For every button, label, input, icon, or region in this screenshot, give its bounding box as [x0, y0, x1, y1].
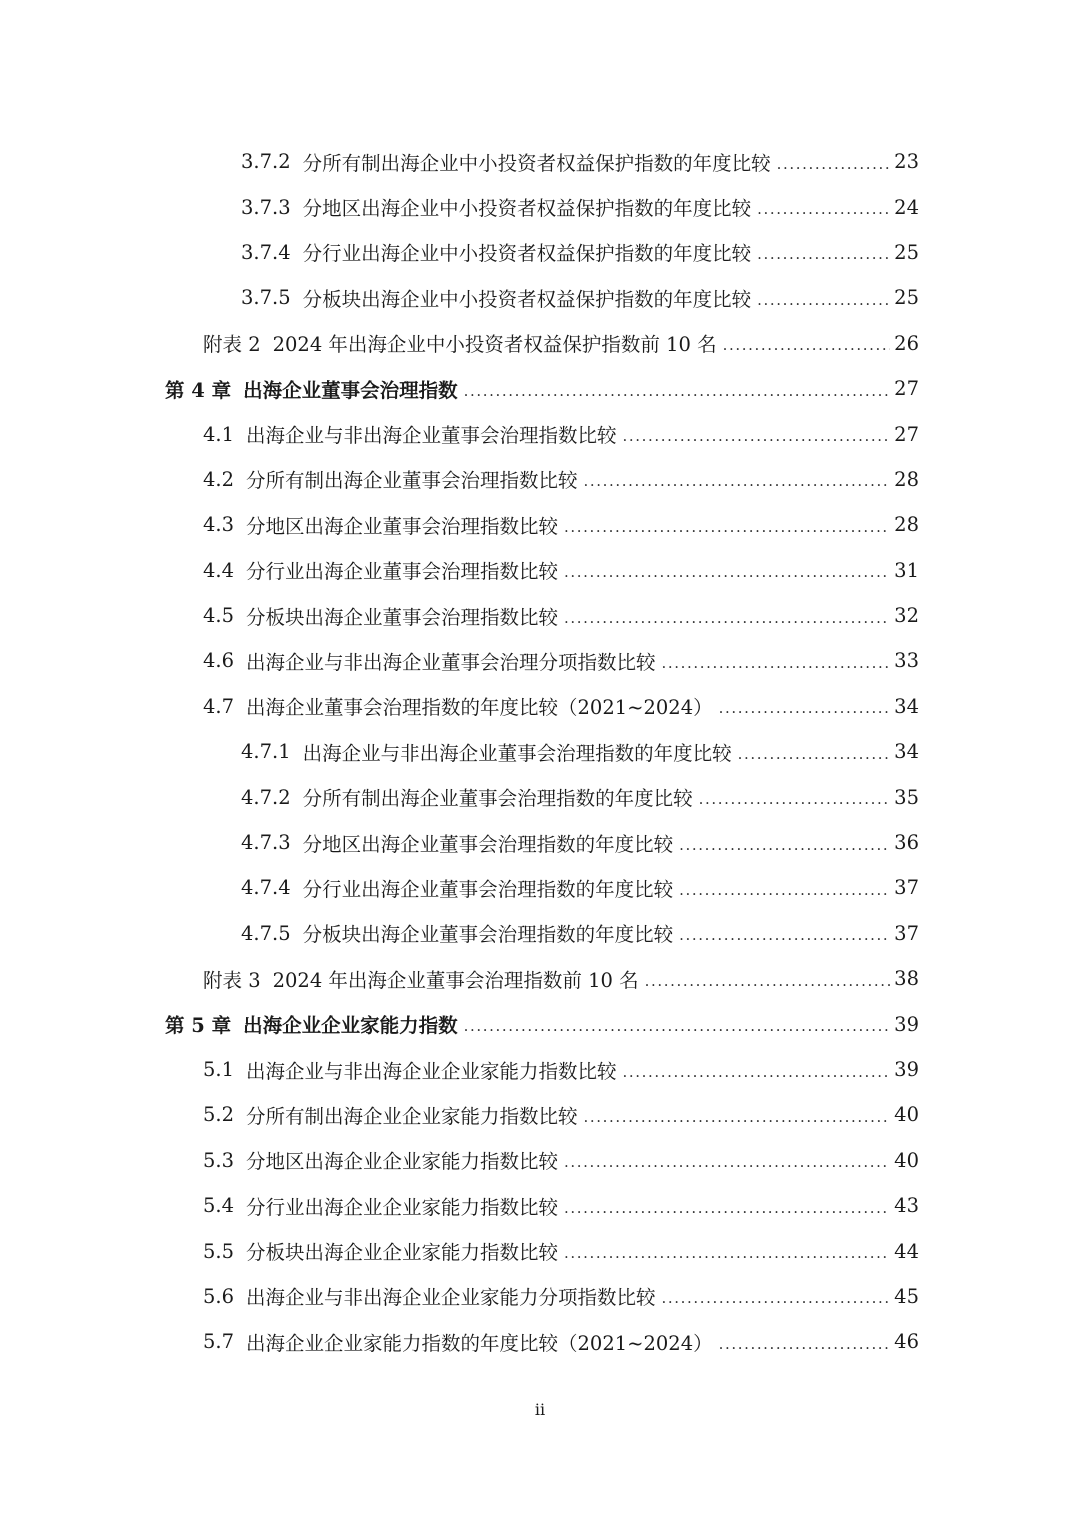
toc-entry-number: 3.7.3 [241, 195, 291, 219]
dot-leader [584, 1108, 891, 1126]
dot-leader [738, 745, 891, 763]
toc-entry-section[interactable] [0, 1092, 1080, 1137]
toc-entry-title: 出海企业与非出海企业董事会治理指数的年度比较 [302, 741, 732, 765]
toc-entry-page-number: 36 [894, 831, 919, 855]
toc-entry-number: 5.4 [203, 1194, 235, 1218]
dot-leader [757, 200, 890, 218]
dot-leader [623, 1063, 891, 1081]
toc-entry-number: 5.7 [203, 1330, 235, 1354]
toc-entry-page-number: 26 [894, 331, 919, 355]
toc-entry-section[interactable] [0, 1319, 1080, 1364]
dot-leader [679, 926, 890, 944]
toc-entry-number: 4.7.3 [241, 831, 291, 855]
toc-entry-section[interactable] [0, 502, 1080, 547]
toc-entry-sub[interactable] [0, 911, 1080, 956]
toc-entry-page-number: 46 [894, 1330, 919, 1354]
dot-leader [679, 881, 890, 899]
toc-entry-number: 4.2 [203, 467, 235, 491]
toc-entry-sub[interactable] [0, 139, 1080, 184]
toc-entry-number: 4.7.5 [241, 921, 291, 945]
toc-entry-page-number: 25 [894, 240, 919, 264]
toc-entry-title: 2024 年出海企业董事会治理指数前 10 名 [272, 968, 639, 992]
page-number: ii [534, 1400, 546, 1419]
dot-leader [777, 155, 891, 173]
toc-entry-sub[interactable] [0, 865, 1080, 910]
toc-entry-page-number: 34 [894, 740, 919, 764]
toc-entry-title: 分所有制出海企业董事会治理指数的年度比较 [302, 787, 693, 811]
toc-entry-title: 分行业出海企业企业家能力指数比较 [246, 1195, 559, 1219]
toc-entry-sub[interactable] [0, 184, 1080, 229]
toc-entry-number: 4.7.4 [241, 876, 291, 900]
dot-leader [662, 1289, 891, 1307]
toc-entry-page-number: 38 [894, 967, 919, 991]
dot-leader [662, 654, 891, 672]
toc-entry-number: 4.6 [203, 649, 235, 673]
dot-leader [645, 972, 891, 990]
toc-entry-number: 第 5 章 [165, 1014, 232, 1038]
dot-leader [564, 518, 890, 536]
toc-entry-title: 分行业出海企业董事会治理指数的年度比较 [302, 877, 674, 901]
table-of-contents [0, 139, 1080, 1365]
toc-entry-number: 3.7.5 [241, 286, 291, 310]
toc-entry-title: 出海企业企业家能力指数的年度比较（2021~2024） [246, 1331, 713, 1355]
dot-leader [464, 382, 891, 400]
toc-entry-appendix[interactable] [0, 321, 1080, 366]
toc-entry-section[interactable] [0, 1228, 1080, 1273]
toc-entry-chapter[interactable] [0, 366, 1080, 411]
toc-entry-page-number: 43 [894, 1194, 919, 1218]
toc-entry-title: 分所有制出海企业中小投资者权益保护指数的年度比较 [302, 151, 771, 175]
toc-entry-chapter[interactable] [0, 1001, 1080, 1046]
toc-entry-number: 5.6 [203, 1284, 235, 1308]
toc-entry-title: 分行业出海企业董事会治理指数比较 [246, 560, 559, 584]
dot-leader [564, 609, 890, 627]
toc-entry-title: 分板块出海企业中小投资者权益保护指数的年度比较 [302, 287, 752, 311]
toc-entry-number: 5.5 [203, 1239, 235, 1263]
toc-entry-page-number: 27 [894, 422, 919, 446]
toc-entry-number: 第 4 章 [165, 378, 232, 402]
toc-entry-title: 出海企业与非出海企业企业家能力指数比较 [246, 1059, 617, 1083]
toc-entry-section[interactable] [0, 1183, 1080, 1228]
toc-entry-page-number: 40 [894, 1103, 919, 1127]
toc-entry-sub[interactable] [0, 729, 1080, 774]
toc-entry-title: 分行业出海企业中小投资者权益保护指数的年度比较 [302, 242, 752, 266]
toc-entry-page-number: 44 [894, 1239, 919, 1263]
dot-leader [623, 427, 891, 445]
toc-entry-title: 分地区出海企业企业家能力指数比较 [246, 1150, 559, 1174]
toc-entry-title: 分所有制出海企业企业家能力指数比较 [246, 1104, 578, 1128]
toc-entry-title: 2024 年出海企业中小投资者权益保护指数前 10 名 [272, 333, 717, 357]
toc-entry-sub[interactable] [0, 820, 1080, 865]
toc-entry-number: 5.1 [203, 1058, 235, 1081]
toc-entry-page-number: 28 [894, 467, 919, 491]
toc-entry-section[interactable] [0, 457, 1080, 502]
toc-entry-number: 5.3 [203, 1148, 235, 1172]
toc-entry-title: 分所有制出海企业董事会治理指数比较 [246, 469, 578, 493]
dot-leader [757, 245, 890, 263]
toc-entry-section[interactable] [0, 1274, 1080, 1319]
toc-entry-page-number: 34 [894, 694, 919, 718]
toc-entry-number: 附表 2 [203, 333, 261, 357]
toc-entry-number: 4.4 [203, 558, 235, 582]
toc-entry-title: 出海企业与非出海企业董事会治理分项指数比较 [246, 650, 656, 674]
dot-leader [464, 1017, 891, 1035]
toc-entry-sub[interactable] [0, 275, 1080, 320]
toc-entry-title: 分板块出海企业董事会治理指数的年度比较 [302, 923, 674, 947]
toc-entry-page-number: 39 [894, 1012, 919, 1036]
toc-entry-title: 出海企业企业家能力指数 [243, 1014, 458, 1038]
toc-entry-page-number: 31 [894, 558, 919, 582]
dot-leader [584, 472, 891, 490]
toc-entry-page-number: 32 [894, 604, 919, 628]
toc-entry-title: 分地区出海企业中小投资者权益保护指数的年度比较 [302, 197, 752, 221]
dot-leader [757, 291, 890, 309]
toc-entry-title: 分地区出海企业董事会治理指数比较 [246, 514, 559, 538]
toc-entry-title: 分板块出海企业董事会治理指数比较 [246, 605, 559, 629]
dot-leader [564, 1199, 890, 1217]
toc-entry-title: 出海企业董事会治理指数的年度比较（2021~2024） [246, 696, 713, 720]
dot-leader [699, 790, 891, 808]
dot-leader [564, 1244, 890, 1262]
toc-entry-page-number: 23 [894, 150, 919, 174]
toc-entry-number: 5.2 [203, 1103, 235, 1127]
dot-leader [719, 1335, 891, 1353]
toc-entry-page-number: 24 [894, 195, 919, 219]
toc-entry-page-number: 33 [894, 649, 919, 673]
toc-entry-sub[interactable] [0, 774, 1080, 819]
toc-entry-section[interactable] [0, 411, 1080, 456]
toc-entry-number: 4.7 [203, 694, 235, 718]
toc-entry-section[interactable] [0, 684, 1080, 729]
toc-entry-title: 出海企业董事会治理指数 [243, 378, 458, 402]
toc-entry-number: 4.5 [203, 604, 235, 628]
toc-entry-title: 分板块出海企业企业家能力指数比较 [246, 1241, 559, 1265]
toc-entry-section[interactable] [0, 1138, 1080, 1183]
dot-leader [564, 1153, 890, 1171]
dot-leader [723, 336, 891, 354]
toc-entry-section[interactable] [0, 548, 1080, 593]
toc-entry-number: 附表 3 [203, 968, 261, 992]
toc-entry-number: 4.3 [203, 513, 235, 537]
dot-leader [679, 836, 890, 854]
toc-entry-page-number: 35 [894, 785, 919, 809]
toc-entry-appendix[interactable] [0, 956, 1080, 1001]
toc-entry-page-number: 40 [894, 1148, 919, 1172]
dot-leader [564, 563, 890, 581]
toc-entry-page-number: 39 [894, 1058, 919, 1081]
toc-entry-page-number: 25 [894, 286, 919, 310]
toc-entry-page-number: 28 [894, 513, 919, 537]
toc-entry-sub[interactable] [0, 230, 1080, 275]
toc-entry-title: 出海企业与非出海企业企业家能力分项指数比较 [246, 1286, 656, 1310]
toc-entry-section[interactable] [0, 638, 1080, 683]
toc-entry-number: 4.7.2 [241, 785, 291, 809]
toc-entry-page-number: 45 [894, 1284, 919, 1308]
toc-entry-number: 3.7.2 [241, 150, 291, 174]
dot-leader [719, 699, 891, 717]
toc-entry-number: 3.7.4 [241, 240, 291, 264]
toc-entry-page-number: 27 [894, 377, 919, 401]
toc-entry-section[interactable] [0, 593, 1080, 638]
toc-entry-title: 分地区出海企业董事会治理指数的年度比较 [302, 832, 674, 856]
toc-entry-page-number: 37 [894, 876, 919, 900]
toc-entry-number: 4.1 [203, 422, 235, 446]
toc-entry-title: 出海企业与非出海企业董事会治理指数比较 [246, 424, 617, 448]
toc-entry-section[interactable] [0, 1047, 1080, 1092]
toc-entry-page-number: 37 [894, 921, 919, 945]
toc-entry-number: 4.7.1 [241, 740, 291, 764]
